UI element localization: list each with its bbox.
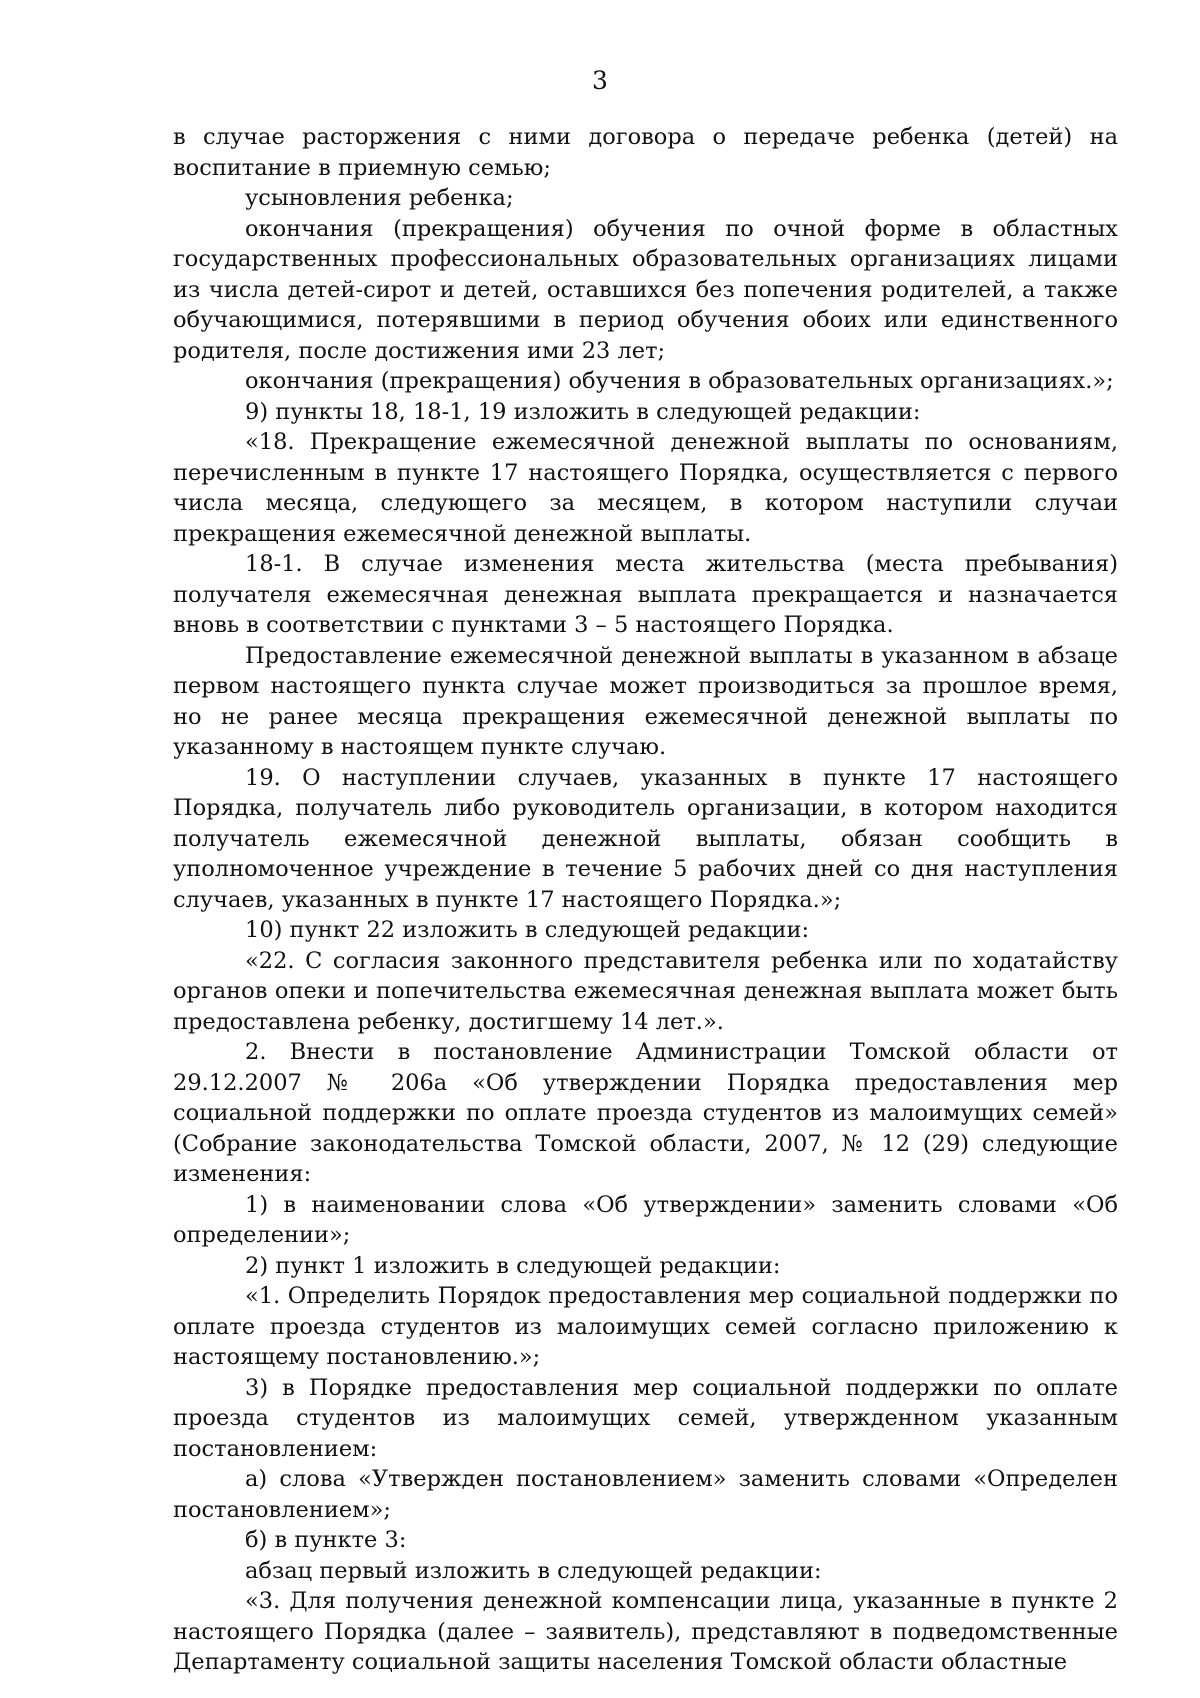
paragraph-4: окончания (прекращения) обучения в образовательных организациях.»; <box>245 368 1114 394</box>
paragraph-16: 3) в Порядке предоставления мер социальной поддержки по оплате проезда студентов из малоимущих семей, утвержденном указанным постановлением: <box>173 1374 1118 1462</box>
paragraph-20: «3. Для получения денежной компенсации лица, указанные в пункте 2 настоящего Порядка (далее – заявитель), представляют в подведомственные Департаменту социальной защиты населения Томской области областные <box>173 1588 1118 1675</box>
paragraph-11: «22. С согласия законного представителя ребенка или по ходатайству органов опеки и попечительства ежемесячная денежная выплата может быть предоставлена ребенку, достигшему 14 лет.». <box>173 947 1118 1035</box>
paragraph-8: Предоставление ежемесячной денежной выплаты в указанном в абзаце первом настоящего пункта случае может производиться за прошлое время, но не ранее месяца прекращения ежемесячной денежной выплаты по указанному в настоящем пункте случаю. <box>173 642 1118 760</box>
paragraph-10: 10) пункт 22 изложить в следующей редакции: <box>245 917 810 943</box>
paragraph-5: 9) пункты 18, 18-1, 19 изложить в следующей редакции: <box>245 398 921 425</box>
document-body <box>173 122 1118 1678</box>
paragraph-2: усыновления ребенка; <box>245 185 514 211</box>
page-number: 3 <box>592 66 608 95</box>
paragraph-12: 2. Внести в постановление Администрации Томской области от 29.12.2007 № 206а «Об утверждении Порядка предоставления мер социальной поддержки по оплате проезда студентов из малоимущих семей» (Собрание законодательства Томской области, 2007, № 12 (29) следующие изменения: <box>173 1039 1118 1187</box>
paragraph-9: 19. О наступлении случаев, указанных в пункте 17 настоящего Порядка, получатель либо руководитель организации, в котором находится получатель ежемесячной денежной выплаты, обязан сообщить в уполномоченное учреждение в течение 5 рабочих дней со дня наступления случаев, указанных в пункте 17 настоящего Порядка.»; <box>173 764 1118 913</box>
paragraph-1: в случае расторжения с ними договора о передаче ребенка (детей) на воспитание в приемную семью; <box>173 124 1118 181</box>
paragraph-18: б) в пункте 3: <box>245 1527 407 1553</box>
paragraph-13: 1) в наименовании слова «Об утверждении» заменить словами «Об определении»; <box>173 1191 1118 1248</box>
paragraph-6: «18. Прекращение ежемесячной денежной выплаты по основаниям, перечисленным в пункте 17 настоящего Порядка, осуществляется с первого числа месяца, следующего за месяцем, в котором наступили случаи прекращения ежемесячной денежной выплаты. <box>173 429 1118 547</box>
paragraph-19: абзац первый изложить в следующей редакции: <box>245 1557 822 1584</box>
paragraph-3: окончания (прекращения) обучения по очной форме в областных государственных профессиональных образовательных организациях лицами из числа детей-сирот и детей, оставшихся без попечения родителей, а также обучающимися, потерявшими в период обучения обоих или единственного родителя, после достижения ими 23 лет; <box>173 215 1118 364</box>
paragraph-7: 18-1. В случае изменения места жительства (места пребывания) получателя ежемесячная денежная выплата прекращается и назначается вновь в соответствии с пунктами 3 – 5 настоящего Порядка. <box>173 551 1118 638</box>
paragraph-17: а) слова «Утвержден постановлением» заменить словами «Определен постановлением»; <box>173 1466 1118 1523</box>
paragraph-15: «1. Определить Порядок предоставления мер социальной поддержки по оплате проезда студентов из малоимущих семей согласно приложению к настоящему постановлению.»; <box>173 1283 1118 1370</box>
paragraph-14: 2) пункт 1 изложить в следующей редакции: <box>245 1252 781 1279</box>
